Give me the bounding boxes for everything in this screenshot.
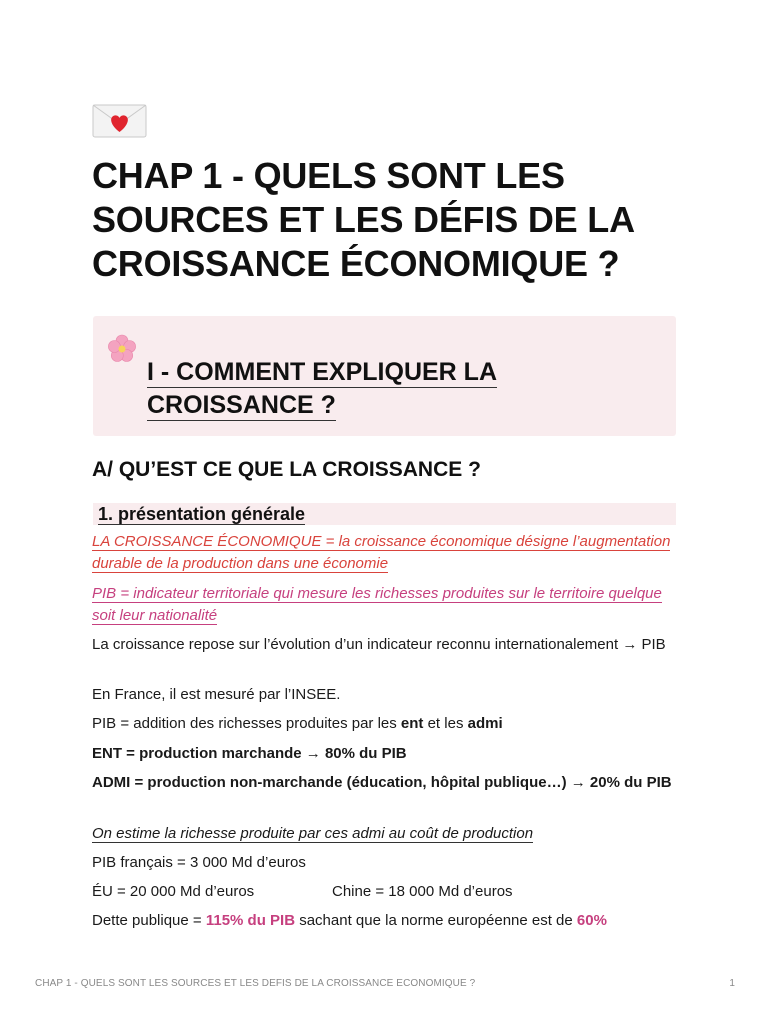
paragraph-indicateur: La croissance repose sur l’évolution d’un indicateur reconnu internationalement → PIB (92, 636, 666, 653)
section-heading: I - COMMENT EXPLIQUER LA CROISSANCE ? (147, 358, 497, 419)
definition-croissance: LA CROISSANCE ÉCONOMIQUE = la croissance économique désigne l’augmentation durable de la production dans une économie (92, 533, 671, 572)
definition-pib: PIB = indicateur territoriale qui mesure les richesses produites sur le territoire quelque soit leur nationalité (92, 585, 662, 624)
subsection-heading: A/ QU’EST CE QUE LA CROISSANCE ? (92, 458, 481, 481)
page-title: CHAP 1 - QUELS SONT LES SOURCES ET LES DÉFIS DE LA CROISSANCE ÉCONOMIQUE ? (92, 155, 634, 284)
paragraph-ent: ENT = production marchande → 80% du PIB (92, 745, 407, 762)
paragraph-dette: Dette publique = 115% du PIB sachant que la norme européenne est de 60% (92, 912, 607, 929)
paragraph-pib-francais: PIB français = 3 000 Md d’euros (92, 854, 306, 871)
paragraph-admi: ADMI = production non-marchande (éducation, hôpital publique…) → 20% du PIB (92, 774, 672, 791)
cherry-blossom-icon (107, 334, 137, 364)
love-letter-icon (92, 104, 147, 138)
paragraph-comparaison: ÉU = 20 000 Md d’euros Chine = 18 000 Md d’euros (92, 883, 513, 900)
paragraph-pib-addition: PIB = addition des richesses produites par les ent et les admi (92, 715, 503, 732)
page-footer (35, 978, 735, 989)
paragraph-estimation: On estime la richesse produite par ces admi au coût de production (92, 825, 534, 842)
subsubsection-bar (93, 503, 676, 525)
page-number: 1 (729, 978, 735, 989)
section-callout (93, 316, 676, 436)
footer-title: CHAP 1 - QUELS SONT LES SOURCES ET LES DEFIS DE LA CROISSANCE ECONOMIQUE ? (35, 978, 476, 989)
subsubsection-heading: 1. présentation générale (98, 504, 306, 524)
paragraph-insee: En France, il est mesuré par l’INSEE. (92, 686, 341, 703)
